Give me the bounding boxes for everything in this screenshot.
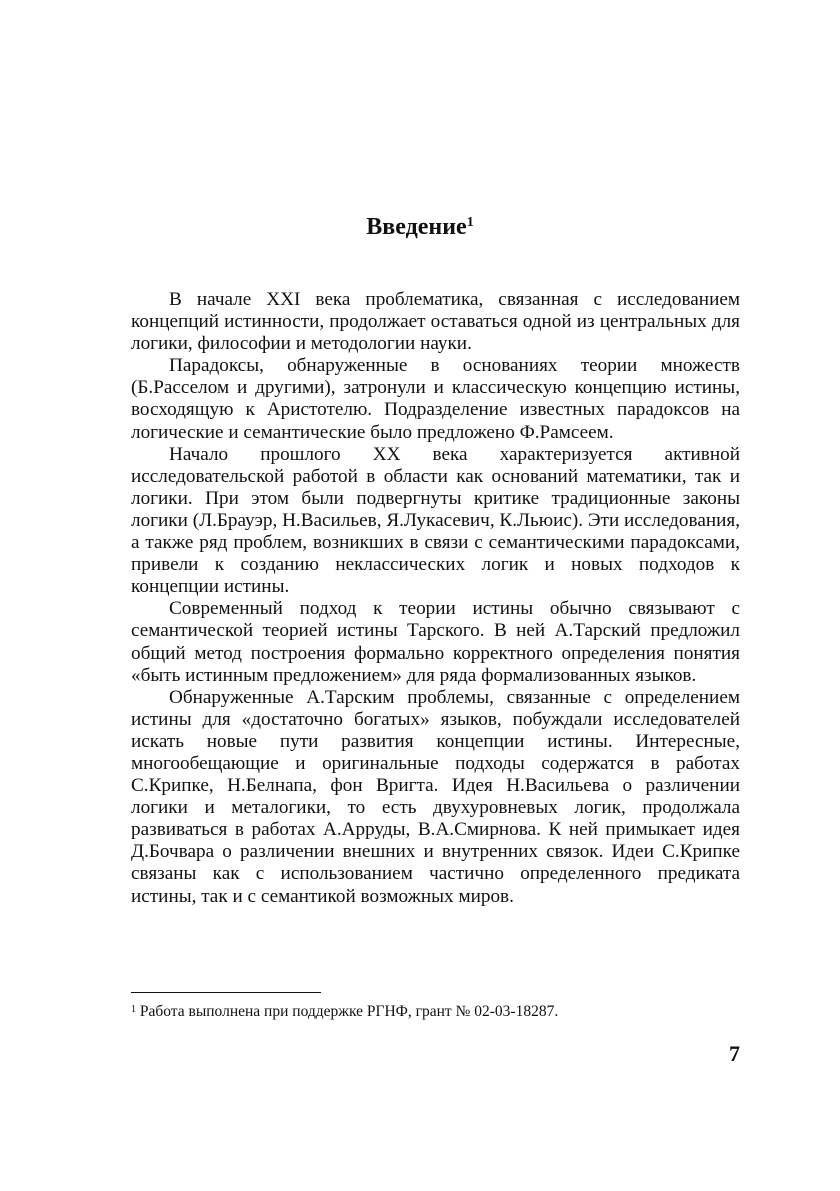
- paragraph: Современный подход к теории истины обычно связывают с семантической теорией истины Тарского. В ней А.Тарский предложил общий метод построения формально корректного определения понятия «быть истинным предложением» для ряда формализованных языков.: [131, 598, 740, 686]
- heading-footnote-mark: 1: [466, 215, 474, 230]
- chapter-heading: [0, 212, 840, 242]
- footnote-divider: [131, 992, 321, 993]
- paragraph: Начало прошлого XX века характеризуется активной исследовательской работой в области как оснований математики, так и логики. При этом были подвергнуты критике традиционные законы логики (Л.Брауэр, Н.Васильев, Я.Лукасевич, К.Льюис). Эти исследования, а также ряд проблем, возникших в связи с семантическими парадоксами, привели к созданию неклассических логик и новых подходов к концепции истины.: [131, 443, 740, 598]
- body-text: [131, 289, 740, 908]
- page-number: 7: [729, 1041, 740, 1066]
- chapter-title: Введение: [366, 214, 467, 240]
- paragraph: В начале XXI века проблематика, связанная с исследованием концепций истинности, продолжает оставаться одной из центральных для логики, философии и методологии науки.: [131, 289, 740, 355]
- footnote-text: Работа выполнена при поддержке РГНФ, грант № 02-03-18287.: [139, 1003, 559, 1020]
- footnote-mark: 1: [131, 1004, 136, 1015]
- footnote: [131, 1002, 740, 1022]
- paragraph: Обнаруженные А.Тарским проблемы, связанные с определением истины для «достаточно богатых» языков, побуждали исследователей искать новые пути развития концепции истины. Интересные, многообещающие и оригинальные подходы содержатся в работах С.Крипке, Н.Белнапа, фон Вригта. Идея Н.Васильева о различении логики и металогики, то есть двухуровневых логик, продолжала развиваться в работах А.Арруды, В.А.Смирнова. К ней примыкает идея Д.Бочвара о различении внешних и внутренних связок. Идеи С.Крипке связаны как с использованием частично определенного предиката истины, так и с семантикой возможных миров.: [131, 686, 740, 907]
- paragraph: Парадоксы, обнаруженные в основаниях теории множеств (Б.Расселом и другими), затронули и классическую концепцию истины, восходящую к Аристотелю. Подразделение известных парадоксов на логические и семантические было предложено Ф.Рамсеем.: [131, 355, 740, 443]
